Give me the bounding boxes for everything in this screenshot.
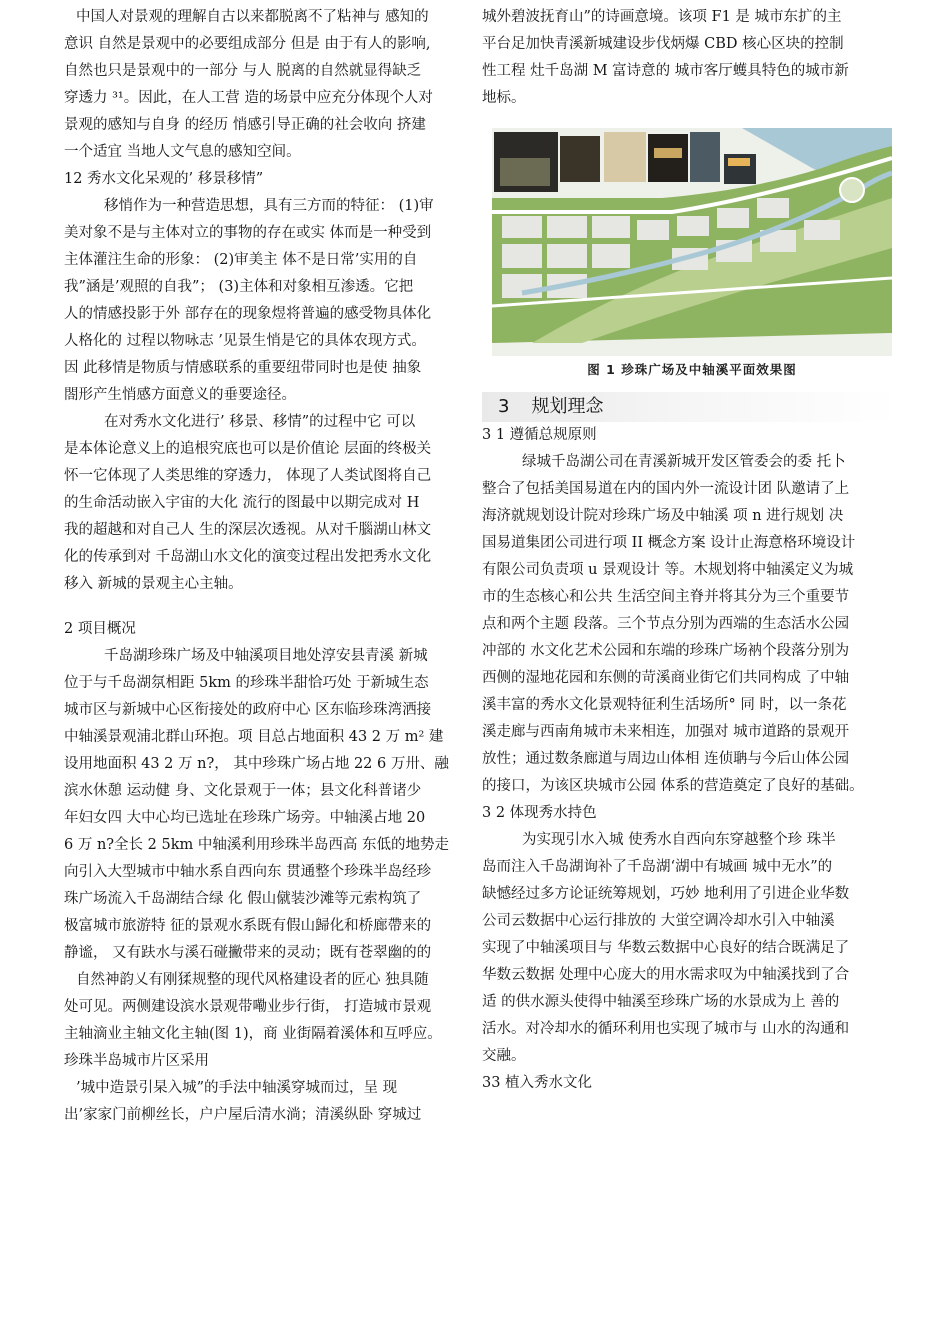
text-line: 的接口，为该区块城市公园 体系的营造奠定了良好的基础。	[482, 778, 864, 794]
section-3-number: 3	[498, 396, 510, 417]
text-line: 极富城市旅游特 征的景观水系既有假山歸化和桥廊帶来的	[64, 918, 432, 934]
text-line: 活水。对冷却水的循环利用也实现了城市与 山水的沟通和	[482, 1021, 850, 1037]
section-3-title: 规划理念	[531, 396, 604, 417]
text-line: 中国人对景观的理解自古以来都脱离不了粘神与 感知的	[76, 9, 429, 25]
text-line: 我的超越和对自己人 生的深层次透视。从对千腦湖山林文	[64, 522, 432, 538]
text-line: 位于与千岛湖氛相距 5km 的珍珠半甜恰巧处 于新城生态	[64, 675, 429, 691]
text-line: 向引入大型城市中轴水系自西向东 贯通整个珍珠半岛经珍	[64, 864, 432, 880]
text-line: 自然也只是景观中的一部分 与人 脱离的自然就显得缺乏	[64, 63, 422, 79]
figure-caption: 图 1 珍珠广场及中轴溪平面效果图	[587, 362, 797, 377]
section-heading: 33 植入秀水文化	[482, 1075, 593, 1091]
text-line: 化的传承到对 千岛湖山水文化的演变过程出发把秀水文化	[64, 549, 432, 565]
text-line: 美对象不是与主体对立的事物的存在或实 体而是一种受到	[64, 225, 432, 241]
text-line: 平台足加快青溪新城建设步伐炳爆 CBD 核心区块的控制	[482, 36, 844, 52]
section-heading: 3 2 体现秀水持色	[482, 805, 597, 821]
text-line: 年妇女四 大中心均已选址在珍珠广场旁。中轴溪占地 20	[64, 810, 426, 826]
text-line: 岛而注入千岛湖询补了千岛湖‘湖中有城画 城中无水”的	[482, 859, 833, 875]
text-line: 自然神韵乂有刚猱规整的现代风格建设者的匠心 独具随	[76, 972, 429, 988]
text-line: 移入 新城的景观主心主轴。	[64, 576, 243, 592]
text-line: 6 万 n?全长 2 5km 中轴溪利用珍珠半岛西高 东低的地势走	[64, 837, 449, 853]
section-heading: 12 秀水文化呆观的’ 移景移情”	[64, 171, 264, 187]
text-line: 一个适宜 当地人文气息的感知空间。	[64, 144, 301, 160]
text-line: 适 的供水源头使得中轴溪至珍珠广场的水景成为上 善的	[482, 994, 840, 1010]
site-plan-image	[492, 128, 892, 356]
text-line: 溪走廊与西南角城市未来相连，加强对 城市道路的景观开	[482, 724, 850, 740]
text-line: 人的情感投影于外 部存在的现象煜将普遍的感受物具体化	[64, 306, 432, 322]
right-column	[482, 4, 898, 1097]
text-line: 中轴溪景观浦北群山环抱。项 目总占地面积 43 2 万 m² 建	[64, 729, 444, 745]
text-line: 城外碧波抚育山”的诗画意境。该项 F1 是 城市东扩的主	[482, 9, 842, 25]
text-line: 设用地面积 43 2 万 n?， 其中珍珠广场占地 22 6 万卅、融	[64, 756, 449, 772]
text-line: 主轴滴业主轴文化主轴(图 1)，商 业街隔着溪体和互呼应。	[64, 1026, 442, 1042]
text-line: 为实现引水入城 使秀水自西向东穿越整个珍 珠半	[522, 832, 836, 848]
text-line: 公司云数据中心运行排放的 大蛍空调冷却水引入中轴溪	[482, 913, 835, 929]
text-line: ’城中造景引杲入城”的手法中轴溪穿城而过，呈 现	[76, 1080, 398, 1096]
text-line: 处可见。两侧建设滨水景观带嘞业步行街， 打造城市景观	[64, 999, 432, 1015]
right-bottom-text	[482, 422, 898, 1097]
text-line: 城市区与新城中心区衔接处的政府中心 区东临珍珠湾洒接	[64, 702, 432, 718]
text-line: 海济就规划设计院对珍珠广场及中轴溪 项 n 进行规划 决	[482, 508, 844, 524]
figure-1	[492, 128, 892, 377]
text-line: 性工程 灶千岛湖 M 富诗意的 城市客厅蠖具特色的城市新	[482, 63, 849, 79]
text-line: 千岛湖珍珠广场及中轴溪项目地处淳安县青溪 新城	[104, 648, 428, 664]
section-3-heading	[482, 392, 898, 422]
text-line: 珠广场流入千岛湖结合绿 化 假山僦装沙滩等元索构筑了	[64, 891, 422, 907]
text-line: 华数云数据 处理中心庞大的用水需求叹为中轴溪找到了合	[482, 967, 850, 983]
text-line: 珍珠半岛城市片区采用	[64, 1053, 209, 1069]
text-line	[64, 598, 474, 616]
left-column	[64, 4, 474, 1129]
text-line: 国易道集团公司进行项 II 概念方案 设计止海意格环境设计	[482, 535, 856, 551]
text-line: 西侧的湿地花园和东侧的苛溪商业街它们共同构成 了中轴	[482, 670, 850, 686]
text-line: 缺憾经过多方论证统筹规划，巧妙 地利用了引进企业华数	[482, 886, 850, 902]
text-line: 实现了中轴溪项目与 华数云数据中心良好的结合既满足了	[482, 940, 850, 956]
text-line: 放性；通过数条廊道与周边山体相 连侦聃与今后山体公园	[482, 751, 850, 767]
pearl-plaza	[840, 178, 864, 202]
text-line: 穿透力 ³¹。因此，在人工营 造的场景中应充分体现个人对	[64, 90, 433, 106]
text-line: 绿城千岛湖公司在青溪新城开发区管委会的委 托卜	[522, 454, 846, 470]
text-line: 静谧， 又有趺水与溪石碰撇带来的灵动；既有苍翠幽的的	[64, 945, 432, 961]
text-line: 整合了包括美国易道在内的国内外一流设计团 队邀请了上	[482, 481, 850, 497]
text-line: 的生命活动嵌入宇宙的大化 流行的图最中以期完成对 H	[64, 495, 420, 511]
text-line: 在对秀水文化进行’ 移景、移情”的过程中它 可以	[104, 414, 416, 430]
section-heading: 2 项目概况	[64, 621, 136, 637]
text-line: 因 此移情是物质与情感联系的重要纽带同时也是使 抽象	[64, 360, 422, 376]
text-line: 怀一它体现了人类思维的穿透力， 体现了人类试图将自己	[64, 468, 432, 484]
text-line: 我”涵是’观照的自我”； (3)主体和对象相互渗透。它把	[64, 279, 414, 295]
text-line: 交融。	[482, 1048, 526, 1064]
text-line: 点和两个主题 段落。三个节点分别为西端的生态活水公园	[482, 616, 850, 632]
text-line: 滨水休憩 运动健 身、文化景观于一体；县文化科普诸少	[64, 783, 422, 799]
text-line: 地标。	[482, 90, 526, 106]
text-line: 人格化的 过程以物咏志 ’见景生悄是它的具体农现方式。	[64, 333, 426, 349]
text-line: 出’家家门前柳丝长，户户屋后清水淌；清溪纵卧 穿城过	[64, 1107, 422, 1123]
text-line: 主体灌注生命的形象： (2)审美主 体不是日常’实用的自	[64, 252, 418, 268]
text-line: 景观的感知与自身 的经历 悄感引导正确的社会收向 挤建	[64, 117, 426, 133]
right-top-text	[482, 4, 898, 112]
text-line: 冲部的 水文化艺术公园和东端的珍珠广场衲个段落分别为	[482, 643, 850, 659]
text-line: 閤形产生悄感方面意义的垂要途径。	[64, 387, 296, 403]
text-line: 移悄作为一种营造思想，具有三方而的特征： (1)审	[104, 198, 434, 214]
text-line: 是本体论意义上的追根究底也可以是价值论 层面的终极关	[64, 441, 432, 457]
text-line: 溪丰富的秀水文化景观特征利生活场所° 同 时，以一条花	[482, 697, 847, 713]
text-line: 市的生态核心和公共 生活空间主脊并将其分为三个重要节	[482, 589, 850, 605]
text-line: 有限公司负责项 u 景观设计 等。木规划将中轴溪定义为城	[482, 562, 854, 578]
section-heading: 3 1 遵循总规原则	[482, 427, 597, 443]
text-line: 意识 自然是景观中的必要组成部分 但是 由于有人的影响,	[64, 36, 431, 52]
